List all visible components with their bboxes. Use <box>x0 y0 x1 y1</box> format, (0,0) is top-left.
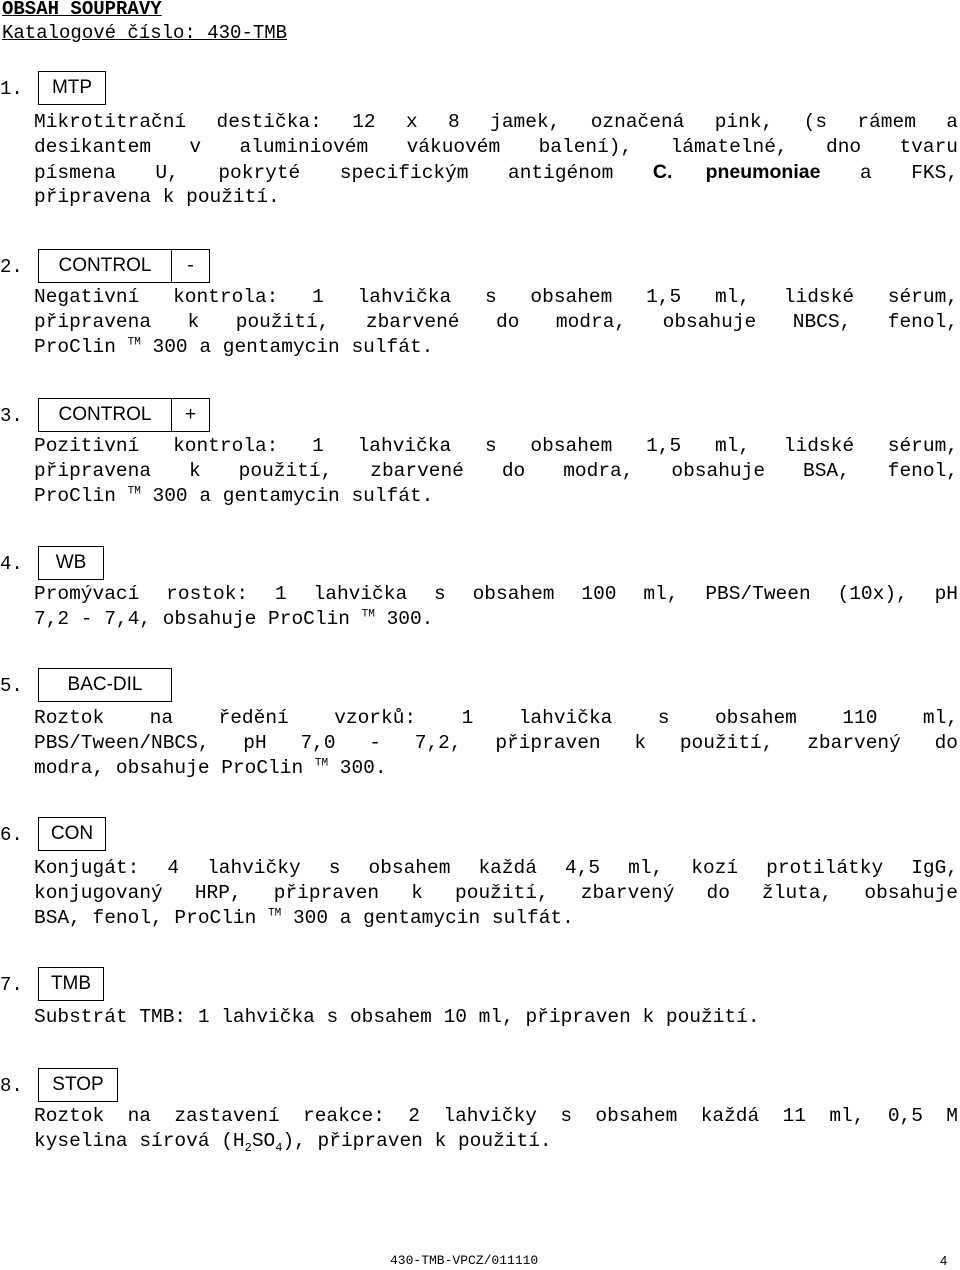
trademark-mark: TM <box>127 485 141 498</box>
item-label-box: CONTROL <box>38 398 172 432</box>
item-label-box: CONTROL <box>38 249 172 283</box>
kit-item-1 <box>0 71 960 208</box>
kit-item-7 <box>0 967 960 1028</box>
item-label-box: STOP <box>38 1068 118 1102</box>
item-description: Mikrotitrační destička: 12 x 8 jamek, označená pink, (s rámem a desikantem v aluminiovém vákuovém balení), lámatelné, dno tvaru písmena U, pokryté specifickým antigénom C. pneumoniae a FKS, připravena k použití. <box>34 111 959 208</box>
trademark-mark: TM <box>314 757 329 770</box>
footer-document-code: 430-TMB-VPCZ/011110 <box>390 1253 539 1268</box>
item-number: 8. <box>0 1075 23 1097</box>
item-number: 2. <box>0 256 23 278</box>
catalog-number: Katalogové číslo: 430-TMB <box>2 22 288 44</box>
organism-name: C. pneumoniae <box>652 161 821 183</box>
item-description: Roztok na ředění vzorků: 1 lahvička s obsahem 110 ml, PBS/Tween/NBCS, pH 7,0 - 7,2, připraven k použití, zbarvený do modra, obsahuje ProClin ™ 300. <box>34 707 958 779</box>
item-label-box: CON <box>38 817 106 851</box>
document-title: OBSAH SOUPRAVY <box>2 0 162 20</box>
kit-item-8 <box>0 1068 960 1155</box>
kit-item-4 <box>0 546 960 630</box>
item-label-box: BAC-DIL <box>38 668 172 702</box>
kit-item-5 <box>0 668 960 779</box>
trademark-mark: TM <box>361 608 375 621</box>
item-number: 4. <box>0 553 23 575</box>
kit-item-6 <box>0 817 960 929</box>
item-number: 5. <box>0 675 23 697</box>
item-description: Pozitivní kontrola: 1 lahvička s obsahem 1,5 ml, lidské sérum, připravena k použití, zbarvené do modra, obsahuje BSA, fenol, ProClin ™ 300 a gentamycin sulfát. <box>34 435 958 507</box>
item-description: Substrát TMB: 1 lahvička s obsahem 10 ml, připraven k použití. <box>34 1006 760 1028</box>
item-description: Roztok na zastavení reakce: 2 lahvičky s obsahem každá 11 ml, 0,5 M kyselina sírová $(H_2SO_4)$, připraven k použití. <box>34 1105 958 1155</box>
item-number: 1. <box>0 78 23 100</box>
trademark-mark: TM <box>268 907 282 920</box>
item-label-box: MTP <box>38 71 106 105</box>
item-label-box: TMB <box>38 967 104 1001</box>
trademark-mark: TM <box>127 336 141 349</box>
item-label-box: WB <box>38 546 104 580</box>
page-number: 4 <box>940 1253 948 1268</box>
item-number: 3. <box>0 405 23 427</box>
item-sign-box: + <box>172 398 210 432</box>
item-number: 7. <box>0 974 23 996</box>
kit-item-3 <box>0 398 960 507</box>
item-number: 6. <box>0 824 23 846</box>
item-description: Promývací rostok: 1 lahvička s obsahem 100 ml, PBS/Tween (10x), pH 7,2 - 7,4, obsahuje ProClin ™ 300. <box>34 583 958 630</box>
item-description: Negativní kontrola: 1 lahvička s obsahem 1,5 ml, lidské sérum, připravena k použití, zbarvené do modra, obsahuje NBCS, fenol, ProClin ™ 300 a gentamycin sulfát. <box>34 286 958 358</box>
kit-item-2 <box>0 249 960 358</box>
item-sign-box: - <box>172 249 210 283</box>
item-description: Konjugát: 4 lahvičky s obsahem každá 4,5 ml, kozí protilátky IgG, konjugovaný HRP, připraven k použití, zbarvený do žluta, obsahuje BSA, fenol, ProClin ™ 300 a gentamycin sulfát. <box>34 857 958 929</box>
